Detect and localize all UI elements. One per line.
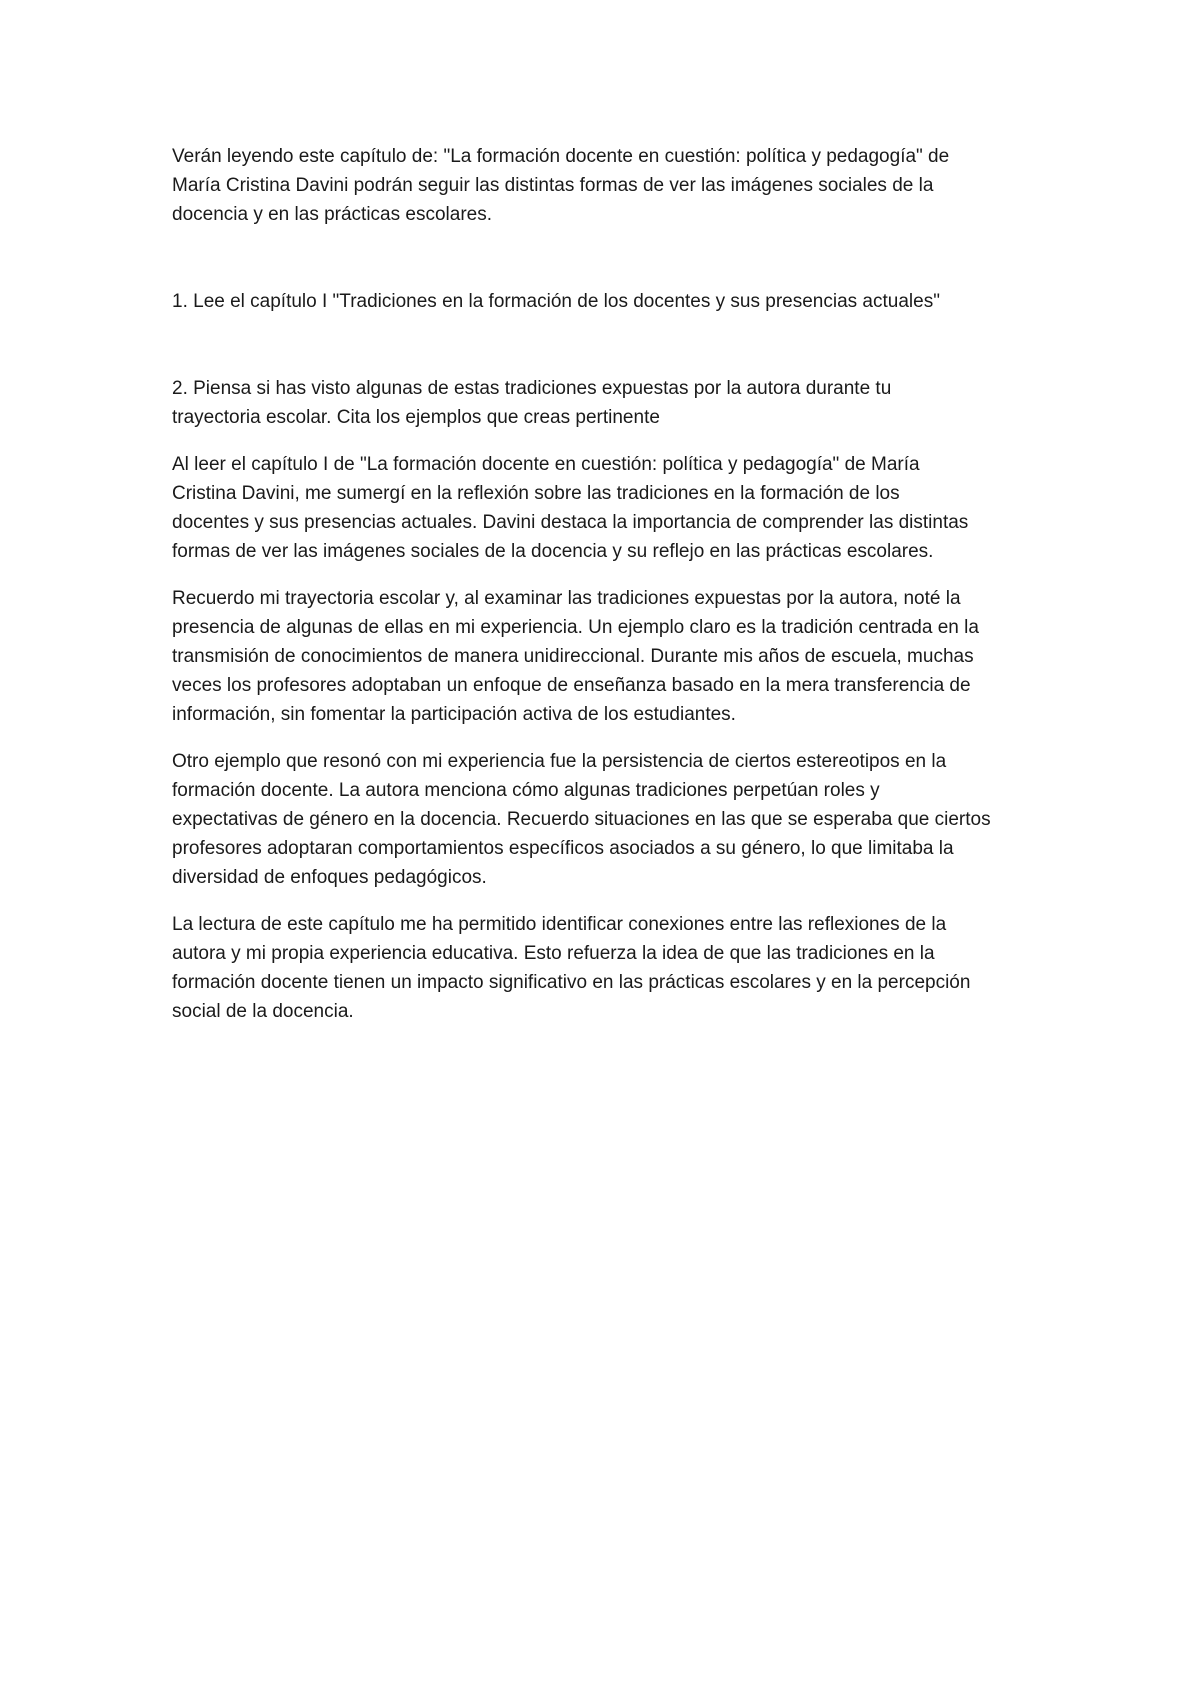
intro-paragraph [172,142,1052,229]
text-line: profesores adoptaran comportamientos específicos asociados a su género, lo que limitaba la [172,838,954,859]
text-line: docentes y sus presencias actuales. Davini destaca la importancia de comprender las distintas [172,512,969,533]
text-line: formación docente. La autora menciona cómo algunas tradiciones perpetúan roles y [172,780,880,801]
text-line: autora y mi propia experiencia educativa. Esto refuerza la idea de que las tradiciones en la [172,943,935,964]
answer-paragraph-2 [172,584,1052,729]
answer-paragraph-4 [172,910,1052,1026]
text-line: trayectoria escolar. Cita los ejemplos que creas pertinente [172,407,660,428]
text-line: presencia de algunas de ellas en mi experiencia. Un ejemplo claro es la tradición centrada en la [172,617,979,638]
text-line: formas de ver las imágenes sociales de la docencia y su reflejo en las prácticas escolares. [172,541,934,562]
text-line: 1. Lee el capítulo I "Tradiciones en la formación de los docentes y sus presencias actuales" [172,291,940,312]
text-line: veces los profesores adoptaban un enfoque de enseñanza basado en la mera transferencia de [172,675,971,696]
text-line: María Cristina Davini podrán seguir las distintas formas de ver las imágenes sociales de la [172,175,934,196]
answer-paragraph-3 [172,747,1052,892]
text-line: docencia y en las prácticas escolares. [172,204,492,225]
text-line: transmisión de conocimientos de manera unidireccional. Durante mis años de escuela, muchas [172,646,974,667]
text-line: información, sin fomentar la participación activa de los estudiantes. [172,704,736,725]
text-line: diversidad de enfoques pedagógicos. [172,867,487,888]
text-line: La lectura de este capítulo me ha permitido identificar conexiones entre las reflexiones de la [172,914,947,935]
text-line: Verán leyendo este capítulo de: "La formación docente en cuestión: política y pedagogía" de [172,146,950,167]
instruction-item-2 [172,374,1052,432]
text-line: Recuerdo mi trayectoria escolar y, al examinar las tradiciones expuestas por la autora, noté la [172,588,961,609]
text-line: Otro ejemplo que resonó con mi experiencia fue la persistencia de ciertos estereotipos en la [172,751,947,772]
answer-paragraph-1 [172,450,1052,566]
text-line: Cristina Davini, me sumergí en la reflexión sobre las tradiciones en la formación de los [172,483,900,504]
text-line: Al leer el capítulo I de "La formación docente en cuestión: política y pedagogía" de María [172,454,920,475]
text-line: expectativas de género en la docencia. Recuerdo situaciones en las que se esperaba que ciertos [172,809,991,830]
document-body [172,142,1052,1044]
text-line: social de la docencia. [172,1001,354,1022]
text-line: formación docente tienen un impacto significativo en las prácticas escolares y en la percepción [172,972,971,993]
instruction-item-1 [172,287,1052,316]
text-line: 2. Piensa si has visto algunas de estas tradiciones expuestas por la autora durante tu [172,378,892,399]
